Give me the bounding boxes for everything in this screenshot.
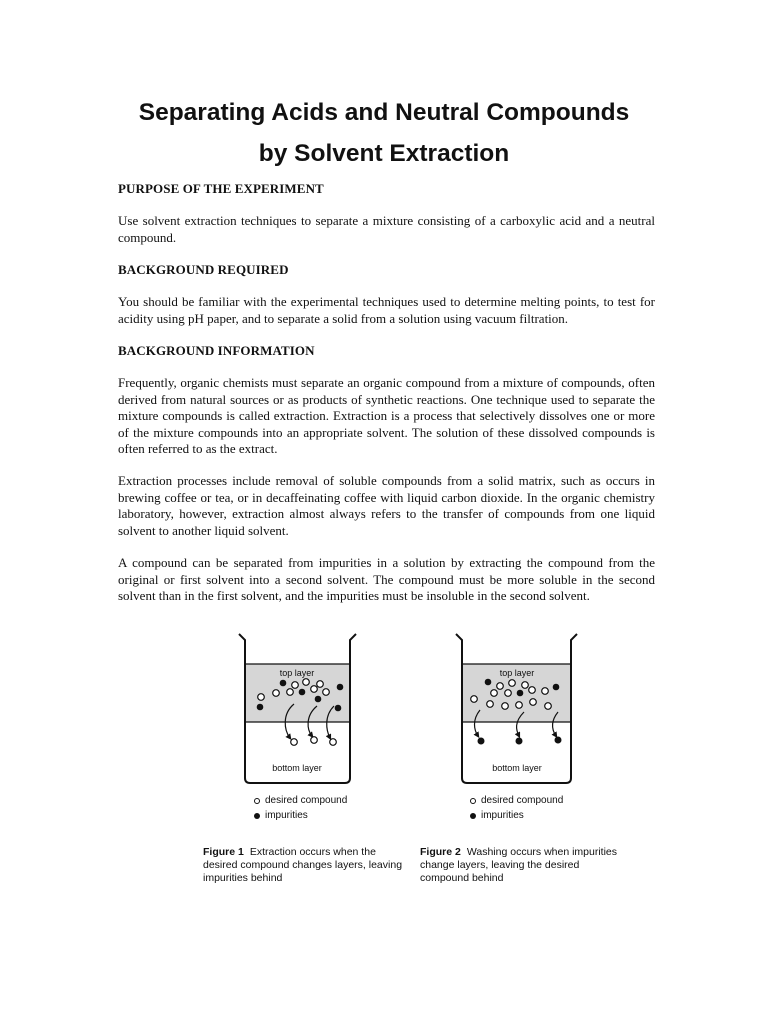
- section-heading-purpose: PURPOSE OF THE EXPERIMENT: [118, 181, 324, 196]
- beaker-figure-1: [239, 634, 356, 783]
- top-layer-label-1: top layer: [279, 668, 315, 678]
- legend-figure-2: [470, 793, 563, 823]
- caption-label: Figure 1: [203, 846, 244, 858]
- caption-label: Figure 2: [420, 846, 461, 858]
- legend-figure-1: [254, 793, 347, 823]
- legend-label: impurities: [265, 810, 308, 821]
- bottom-layer-label-2: bottom layer: [492, 763, 542, 773]
- paragraph-background-info-1: Frequently, organic chemists must separate an organic compound from a mixture of compounds, often derived from natural sources or as products of synthetic reactions. One technique used to separate the mixture compounds is called extraction. Extraction is a process that selectively dissolves one or more of the mixture compounds into an appropriate solvent. The solution of these dissolved compounds is often referred to as the extract.: [118, 375, 655, 457]
- open-circle-icon: [470, 798, 476, 804]
- beaker-figure-2: [456, 634, 577, 783]
- legend-item-impurities-2: [470, 808, 563, 823]
- paragraph-background-info-3: A compound can be separated from impurities in a solution by extracting the compound from the original or first solvent into a second solvent. The compound must be more soluble in the second solvent than in the first solvent, and the impurities must be insoluble in the second solvent.: [118, 555, 655, 604]
- legend-item-desired-1: [254, 793, 347, 808]
- legend-label: desired compound: [481, 795, 564, 806]
- caption-text: Washing occurs when impurities change layers, leaving the desired compound behind: [420, 846, 618, 884]
- document-title: [0, 92, 768, 174]
- caption-text: Extraction occurs when the desired compound changes layers, leaving impurities behind: [203, 846, 403, 884]
- legend-label: desired compound: [265, 795, 348, 806]
- paragraph-purpose: Use solvent extraction techniques to separate a mixture consisting of a carboxylic acid and a neutral compound.: [118, 213, 655, 245]
- open-circle-icon: [254, 798, 260, 804]
- paragraph-background-required: You should be familiar with the experimental techniques used to determine melting points, to test for acidity using pH paper, and to separate a solid from a solution using vacuum filtration.: [118, 294, 655, 326]
- bottom-layer-label-1: bottom layer: [272, 763, 322, 773]
- caption-figure-1: [203, 846, 408, 885]
- top-layer-label-2: top layer: [499, 668, 535, 678]
- figures-area: [0, 626, 768, 906]
- title-line-1: Separating Acids and Neutral Compounds: [138, 99, 630, 126]
- caption-figure-2: [420, 846, 620, 885]
- paragraph-background-info-2: Extraction processes include removal of soluble compounds from a solid matrix, such as occurs in brewing coffee or tea, or in decaffeinating coffee with liquid carbon dioxide. In the organic chemistry laboratory, however, extraction almost always refers to the transfer of compounds from one liquid solvent to another liquid solvent.: [118, 473, 655, 538]
- filled-circle-icon: [470, 813, 476, 819]
- legend-label: impurities: [481, 810, 524, 821]
- title-line-2: by Solvent Extraction: [258, 140, 510, 167]
- legend-item-impurities-1: [254, 808, 347, 823]
- section-heading-background-required: BACKGROUND REQUIRED: [118, 262, 289, 277]
- filled-circle-icon: [254, 813, 260, 819]
- section-heading-background-information: BACKGROUND INFORMATION: [118, 343, 315, 358]
- legend-item-desired-2: [470, 793, 563, 808]
